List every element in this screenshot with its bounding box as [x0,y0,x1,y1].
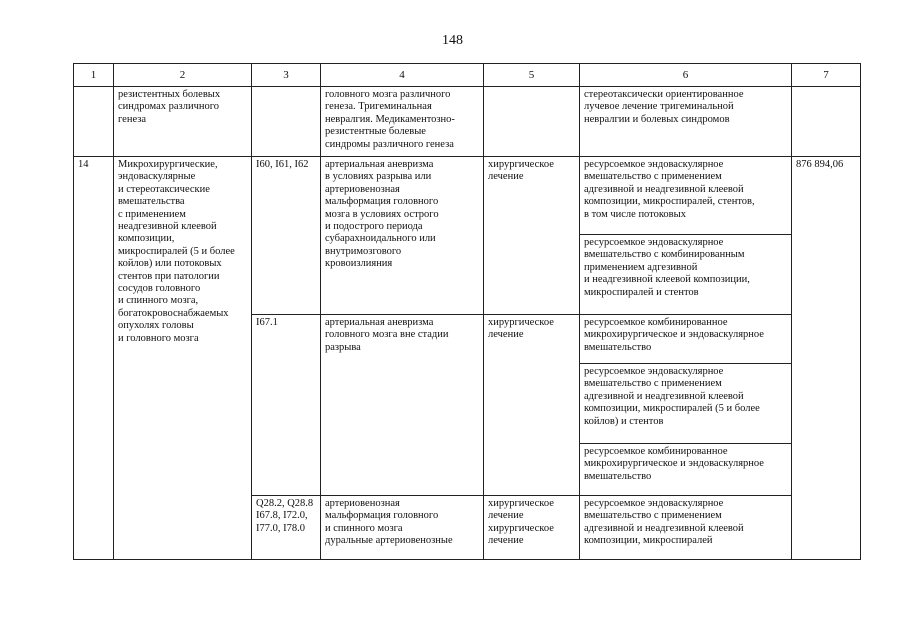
header-col-4: 4 [321,64,484,87]
row14-name-cell [114,157,252,560]
header-row [74,64,861,87]
cont-diagnosis-cell [321,87,484,157]
g2-codes-cell [252,315,321,496]
g3-treatment-cell [484,496,580,560]
row14-num-cell [74,157,114,560]
g2-method-2: ресурсоемкое эндоваскулярное вмешательство с применением адгезивной и неадгезивной клеевой композиции, микроспиралей (5 и более койлов) и стентов [584,366,760,427]
medical-services-table [73,63,861,560]
header-col-5: 5 [484,64,580,87]
header-col-1: 1 [74,64,114,87]
row14-name: Микрохирургические, эндоваскулярные и стереотаксические вмешательства с применением неадгезивной клеевой композиции, микроспиралей (5 и более койлов) или потоковых стентов при патологии сосудов головного и спинного мозга, богатокровоснабжаемых опухолях головы и головного мозга [118,159,235,344]
g3-method-1: ресурсоемкое эндоваскулярное вмешательство с применением адгезивной и неадгезивной клеевой композиции, микроспиралей [584,498,744,547]
header-col-6: 6 [580,64,792,87]
cont-codes-cell [252,87,321,157]
g3-codes-cell [252,496,321,560]
g3-diagnosis-cell [321,496,484,560]
g2-treatment-cell [484,315,580,496]
cont-name-cell [114,87,252,157]
g2-diagnosis-cell [321,315,484,496]
g3-treatment: хирургическое лечение хирургическое лечение [488,498,554,547]
g2-method-2-cell [580,364,792,444]
cont-diagnosis-text: головного мозга различного генеза. Тригеминальная невралгия. Медикаментозно- резистентные болевые синдромы различного генеза [325,89,455,150]
g3-codes: Q28.2, Q28.8 I67.8, I72.0, I77.0, I78.0 [256,498,314,534]
g2-method-1: ресурсоемкое комбинированное микрохирургическое и эндоваскулярное вмешательство [584,317,764,353]
cont-price-cell [792,87,861,157]
header-col-7: 7 [792,64,861,87]
cont-name-text: резистентных болевых синдромах различного генеза [118,89,221,125]
g1-method-1: ресурсоемкое эндоваскулярное вмешательство с применением адгезивной и неадгезивной клеевой композиции, микроспиралей, стентов, в том числе потоковых [584,159,755,220]
header-col-2: 2 [114,64,252,87]
g1-method-1-cell [580,157,792,235]
page-number: 148 [442,33,463,48]
row14-price: 876 894,06 [796,159,844,170]
cont-num-cell [74,87,114,157]
g2-method-3-cell [580,444,792,496]
g1-treatment-cell [484,157,580,315]
g1-diagnosis: артериальная аневризма в условиях разрыва или артериовенозная мальформация головного мозга в условиях острого и подострого периода субарахноидального или внутримозгового кровоизлияния [325,159,439,270]
g2-method-1-cell [580,315,792,364]
g1-method-2-cell [580,235,792,315]
cont-treatment-cell [484,87,580,157]
g1-codes-cell [252,157,321,315]
cont-method-cell [580,87,792,157]
table-row-14-a [74,157,861,235]
g3-method-1-cell [580,496,792,560]
g2-diagnosis: артериальная аневризма головного мозга вне стадии разрыва [325,317,449,353]
cont-method-text: стереотаксически ориентированное лучевое лечение тригеминальной невралгии и болевых синдромов [584,89,744,125]
table-row-continuation [74,87,861,157]
g1-treatment: хирургическое лечение [488,159,554,183]
g2-codes: I67.1 [256,317,278,328]
g2-method-3: ресурсоемкое комбинированное микрохирургическое и эндоваскулярное вмешательство [584,446,764,482]
g2-treatment: хирургическое лечение [488,317,554,341]
g3-diagnosis: артериовенозная мальформация головного и спинного мозга дуральные артериовенозные [325,498,453,547]
row14-num: 14 [78,159,89,170]
g1-diagnosis-cell [321,157,484,315]
row14-price-cell [792,157,861,560]
header-col-3: 3 [252,64,321,87]
g1-codes: I60, I61, I62 [256,159,309,170]
g1-method-2: ресурсоемкое эндоваскулярное вмешательство с комбинированным применением адгезивной и неадгезивной клеевой композиции, микроспиралей и стентов [584,237,750,298]
